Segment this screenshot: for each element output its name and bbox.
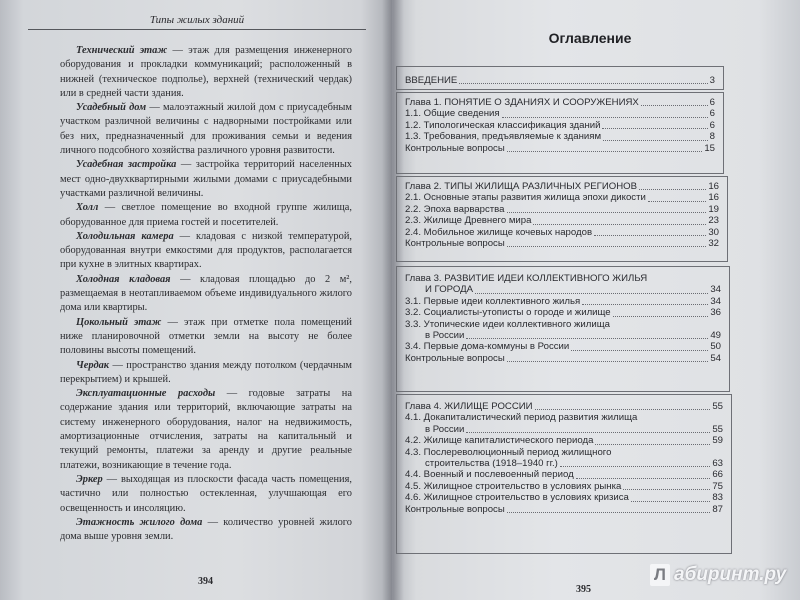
toc-entry-page: 16: [708, 181, 719, 192]
glossary-definition: — этаж для размещения инженерного оборудования и прокладки коммуникаций; расположенный в нижней (техническое подполье), верхней (технический чердак) или в средней части здания.: [60, 45, 352, 99]
toc-entry-page: 55: [712, 423, 723, 435]
toc-entry: [405, 481, 723, 492]
toc-leader-dots: [594, 228, 706, 236]
toc-entry: [405, 75, 715, 86]
toc-entry-label: 3.3. Утопические идеи коллективного жилища: [405, 318, 610, 330]
page-number-left: 394: [198, 576, 213, 587]
toc-entry-page: 19: [708, 203, 719, 215]
toc-entry: [405, 447, 723, 458]
toc-leader-dots: [466, 425, 710, 433]
toc-leader-dots: [502, 110, 708, 118]
toc-entry-label-cont: в России: [425, 423, 465, 435]
toc-entry: [405, 273, 721, 284]
toc-leader-dots: [648, 194, 706, 202]
toc-entry: [405, 97, 715, 108]
toc-entry-page: 16: [708, 192, 719, 204]
toc-section-chapter-3: [396, 266, 730, 392]
toc-entry-page: 6: [709, 119, 715, 131]
watermark-text: абиринт.ру: [674, 564, 787, 585]
toc-entry: [405, 120, 715, 131]
glossary-definition: — выходящая из плоскости фасада часть помещения, частично или полностью остекленная, улучшающая его освещенность и инсоляцию.: [60, 473, 352, 514]
toc-title: Оглавление: [548, 30, 632, 46]
glossary-definition: — застройка территорий населенных мест одно-двухквартирными жилыми домами с приусадебными участками различной величины.: [60, 159, 353, 199]
running-head: Типы жилых зданий: [28, 14, 366, 30]
toc-leader-dots: [582, 297, 708, 305]
toc-leader-dots: [631, 494, 710, 502]
toc-entry-label: Контрольные вопросы: [405, 238, 505, 250]
toc-entry-page: 49: [710, 330, 721, 342]
glossary-definition: — этаж при отметке пола помещений ниже планировочной отметки земли на высоту не более половины высоты помещений.: [60, 316, 352, 357]
toc-entry-page: 63: [712, 458, 723, 470]
toc-entry-label: 4.1. Докапиталистический период развития жилища: [405, 412, 638, 424]
toc-section-intro: [396, 66, 724, 90]
toc-entry-page: 15: [704, 142, 715, 154]
toc-entry-label: 3.4. Первые дома-коммуны в России: [405, 341, 570, 353]
glossary-definition: — количество уровней жилого дома выше уровня земли.: [60, 516, 352, 543]
toc-entry-page: 34: [710, 284, 721, 296]
toc-entry: [405, 307, 721, 318]
toc-entry: [405, 143, 715, 154]
toc-entry-page: 34: [710, 295, 721, 307]
toc-entry-page: 59: [712, 435, 723, 447]
glossary-term: Эркер: [76, 473, 103, 485]
toc-leader-dots: [639, 182, 706, 190]
toc-entry-page: 8: [709, 131, 715, 143]
toc-leader-dots: [507, 239, 707, 247]
toc-entry: [405, 319, 721, 330]
glossary-term: Усадебная застройка: [76, 159, 177, 171]
toc-entry-continuation: [405, 424, 723, 435]
glossary-term: Эксплуатационные расходы: [76, 388, 216, 400]
toc-leader-dots: [641, 98, 708, 106]
toc-entry-continuation: [405, 284, 721, 295]
toc-entry-label: Контрольные вопросы: [405, 142, 505, 154]
toc-leader-dots: [459, 76, 707, 84]
toc-entry-label: 4.4. Военный и послевоенный период: [405, 469, 574, 481]
toc-leader-dots: [603, 133, 708, 141]
toc-entry-label: 4.2. Жилище капиталистического периода: [405, 435, 594, 447]
toc-entry: [405, 469, 723, 480]
glossary-definition: — пространство здания между потолком (чердачным перекрытием) и крышей.: [60, 359, 352, 385]
left-page: [0, 0, 392, 600]
toc-entry-page: 50: [710, 341, 721, 353]
toc-leader-dots: [507, 144, 703, 152]
toc-leader-dots: [475, 286, 708, 294]
toc-entry-label: 4.3. Послереволюционный период жилищного: [405, 446, 612, 458]
labirint-logo-icon: Л: [650, 564, 670, 586]
toc-entry-label: Контрольные вопросы: [405, 352, 505, 364]
toc-entry-continuation: [405, 458, 723, 469]
page-number-right: 395: [576, 584, 591, 595]
toc-leader-dots: [571, 343, 708, 351]
toc-entry-label: Контрольные вопросы: [405, 503, 505, 515]
glossary-term: Холл: [76, 202, 99, 214]
toc-entry-label: 1.2. Типологическая классификация зданий: [405, 119, 601, 131]
glossary-definition: — светлое помещение во входной группе жилища, оборудованное для приема гостей и посетителей.: [60, 202, 352, 228]
glossary-text: [60, 44, 352, 544]
toc-entry-page: 66: [712, 469, 723, 481]
toc-entry-label: 3.1. Первые идеи коллективного жилья: [405, 295, 581, 307]
toc-entry-label: Глава 1. ПОНЯТИЕ О ЗДАНИЯХ И СООРУЖЕНИЯХ: [405, 97, 639, 108]
glossary-entry: [60, 473, 352, 516]
toc-entry-label-cont: И ГОРОДА: [425, 284, 474, 296]
toc-entry: [405, 227, 719, 238]
toc-entry-page: 30: [708, 226, 719, 238]
toc-entry-page: 6: [709, 108, 715, 120]
toc-entry-label: 2.2. Эпоха варварства: [405, 203, 505, 215]
toc-entry: [405, 192, 719, 203]
toc-leader-dots: [466, 331, 708, 339]
toc-leader-dots: [595, 437, 710, 445]
toc-leader-dots: [535, 402, 711, 410]
toc-entry-label: Глава 3. РАЗВИТИЕ ИДЕИ КОЛЛЕКТИВНОГО ЖИЛЬЯ: [405, 273, 648, 284]
glossary-term: Холодная кладовая: [76, 273, 171, 285]
glossary-definition: — малоэтажный жилой дом с приусадебным участком различной величины с надворными постройками или без них, предназначенный для проживания семьи и ведения личного подсобного хозяйства различного уровня развитости.: [60, 102, 352, 157]
toc-entry: [405, 215, 719, 226]
toc-section-chapter-4: [396, 394, 732, 554]
toc-entry-label: 2.1. Основные этапы развития жилища эпохи дикости: [405, 192, 646, 204]
toc-leader-dots: [623, 482, 710, 490]
toc-section-chapter-1: [396, 92, 724, 174]
toc-leader-dots: [613, 309, 709, 317]
glossary-entry: [60, 516, 352, 545]
glossary-entry: [60, 230, 352, 273]
toc-leader-dots: [533, 217, 706, 225]
toc-entry: [405, 108, 715, 119]
toc-entry: [405, 504, 723, 515]
toc-entry-label: 2.3. Жилище Древнего мира: [405, 215, 532, 227]
toc-leader-dots: [507, 205, 707, 213]
toc-leader-dots: [602, 121, 707, 129]
glossary-term: Усадебный дом: [76, 102, 147, 114]
toc-entry: [405, 296, 721, 307]
glossary-entry: [60, 201, 352, 230]
toc-entry: [405, 341, 721, 352]
toc-entry-page: 54: [710, 352, 721, 364]
toc-entry-page: 36: [710, 307, 721, 319]
toc-entry-label: 1.1. Общие сведения: [405, 108, 500, 120]
toc-entry-page: 87: [712, 503, 723, 515]
toc-entry-page: 75: [712, 480, 723, 492]
glossary-entry: [60, 359, 352, 388]
toc-section-chapter-2: [396, 176, 728, 262]
glossary-entry: [60, 316, 352, 359]
toc-entry-label: 2.4. Мобильное жилище кочевых народов: [405, 226, 593, 238]
glossary-term: Чердак: [76, 359, 110, 371]
toc-entry-page: 32: [708, 238, 719, 250]
toc-leader-dots: [576, 471, 711, 479]
glossary-entry: [60, 101, 352, 158]
glossary-definition: — кладовая площадью до 2 м², размещаемая в неотапливаемом объеме индивидуального жилого дома или квартиры.: [60, 273, 352, 314]
glossary-definition: — кладовая с низкой температурой, оборудованная внутри емкостями для продуктов, располагается при кухне в элитных квартирах.: [60, 230, 352, 271]
glossary-definition: — годовые затраты на содержание здания или территорий, включающие затраты на систему инженерного оборудования, налог на недвижимость, амортизационные отчисления, затраты на капитальный и текущий ремонты, платежи за аренду и другие реальные платежи, возникающие в течение года.: [60, 388, 352, 471]
toc-entry-label: 3.2. Социалисты-утописты о городе и жилище: [405, 307, 611, 319]
toc-entry-label-cont: строительства (1918–1940 гг.): [425, 458, 558, 470]
toc-entry: [405, 204, 719, 215]
toc-entry-label-cont: в России: [425, 330, 465, 342]
toc-entry-label: 1.3. Требования, предъявляемые к зданиям: [405, 131, 602, 143]
toc-leader-dots: [560, 459, 710, 467]
glossary-term: Холодильная камера: [76, 230, 174, 242]
toc-entry-label: Глава 2. ТИПЫ ЖИЛИЩА РАЗЛИЧНЫХ РЕГИОНОВ: [405, 181, 638, 192]
toc-entry: [405, 238, 719, 249]
glossary-entry: [60, 158, 352, 201]
toc-entry-continuation: [405, 330, 721, 341]
toc-entry-page: 6: [709, 97, 715, 108]
toc-entry: [405, 401, 723, 412]
glossary-term: Технический этаж: [76, 45, 168, 56]
glossary-entry: [60, 44, 352, 101]
toc-entry: [405, 131, 715, 142]
toc-leader-dots: [507, 505, 711, 513]
toc-entry-page: 3: [709, 75, 715, 86]
toc-entry-label: 4.6. Жилищное строительство в условиях кризиса: [405, 492, 629, 504]
toc-entry: [405, 353, 721, 364]
labirint-watermark: [650, 564, 786, 586]
glossary-entry: [60, 273, 352, 316]
toc-entry-page: 23: [708, 215, 719, 227]
toc-entry-label: 4.5. Жилищное строительство в условиях рынка: [405, 480, 622, 492]
toc-leader-dots: [507, 354, 709, 362]
toc-entry: [405, 492, 723, 503]
toc-entry-page: 83: [712, 492, 723, 504]
toc-entry: [405, 435, 723, 446]
glossary-term: Цокольный этаж: [76, 316, 162, 328]
toc-entry: [405, 412, 723, 423]
glossary-entry: [60, 387, 352, 473]
glossary-term: Этажность жилого дома: [76, 516, 203, 528]
toc-entry-page: 55: [712, 401, 723, 412]
toc-entry-label: Глава 4. ЖИЛИЩЕ РОССИИ: [405, 401, 533, 412]
toc-entry: [405, 181, 719, 192]
toc-entry-label: ВВЕДЕНИЕ: [405, 75, 458, 86]
